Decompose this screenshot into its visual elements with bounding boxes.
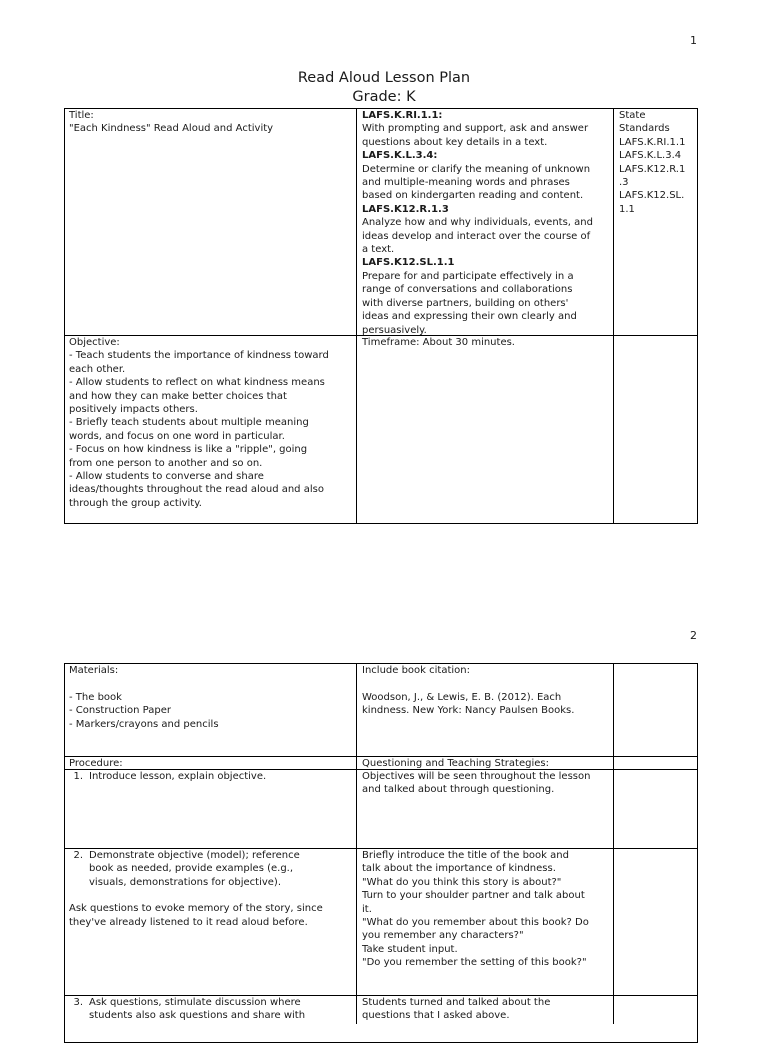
state-standard-line: Standards — [619, 123, 670, 135]
column-divider — [356, 108, 357, 524]
state-standard-line: 1.1 — [619, 203, 635, 215]
step-1-strategy-cell — [362, 770, 612, 797]
strategy-line: Objectives will be seen throughout the lesson — [362, 771, 591, 782]
objective-line: - Allow students to reflect on what kindness means — [69, 377, 325, 389]
strategies-label — [362, 757, 612, 770]
document-title: Read Aloud Lesson Plan — [297, 70, 471, 86]
objective-cell — [69, 336, 353, 510]
state-standards-cell — [619, 109, 695, 216]
objective-line: positively impacts others. — [69, 404, 198, 416]
procedure-step-line: visuals, demonstrations for objective). — [89, 876, 282, 888]
state-standard-line: State — [619, 110, 646, 121]
objective-line: through the group activity. — [69, 497, 202, 509]
title-cell — [69, 109, 353, 136]
procedure-step-line: 2. Demonstrate objective (model); reference — [73, 850, 300, 861]
standard-line: ideas and expressing their own clearly and — [362, 311, 577, 323]
strategy-line: Take student input. — [362, 943, 458, 955]
strategy-line: questions that I asked above. — [362, 1010, 510, 1022]
standard-line: LAFS.K12.R.1.3 — [362, 203, 449, 215]
standard-line: LAFS.K.L.3.4: — [362, 150, 438, 162]
citation-cell — [362, 664, 612, 718]
strategy-line: Students turned and talked about the — [362, 997, 551, 1008]
step-3-cell — [69, 996, 353, 1023]
strategy-line: Turn to your shoulder partner and talk about — [362, 890, 585, 902]
state-standard-line: .3 — [619, 177, 629, 189]
grade-heading: Grade: K — [352, 89, 416, 105]
title-line: Title: — [69, 110, 94, 121]
standard-line: based on kindergarten reading and content. — [362, 190, 584, 202]
strategy-line: "Do you remember the setting of this book?" — [362, 957, 587, 969]
objective-line: ideas/thoughts throughout the read aloud and also — [69, 484, 324, 496]
strategy-line: "What do you think this story is about?" — [362, 876, 562, 888]
standard-line: Prepare for and participate effectively in a — [362, 270, 574, 282]
strategy-line: "What do you remember about this book? Do — [362, 917, 589, 929]
page-number: 2 — [690, 629, 697, 642]
state-standard-line: LAFS.K.L.3.4 — [619, 150, 682, 162]
objective-line: - Allow students to converse and share — [69, 471, 264, 483]
timeframe-text: Timeframe: About 30 minutes. — [362, 337, 515, 348]
objective-line: - Briefly teach students about multiple meaning — [69, 417, 309, 429]
materials-line: - Markers/crayons and pencils — [69, 718, 219, 730]
standard-line: range of conversations and collaborations — [362, 284, 573, 296]
strategy-line: and talked about through questioning. — [362, 784, 555, 796]
step-2-cell — [69, 849, 353, 929]
standard-line: Determine or clarify the meaning of unknown — [362, 163, 591, 175]
step-2-strategy-cell — [362, 849, 612, 970]
procedure-step-line: book as needed, provide examples (e.g., — [89, 863, 294, 875]
standard-line: and multiple-meaning words and phrases — [362, 177, 570, 189]
column-divider — [613, 663, 614, 1024]
state-standard-line: LAFS.K12.SL. — [619, 190, 685, 202]
materials-line: - Construction Paper — [69, 705, 171, 717]
procedure-step-line: 1. Introduce lesson, explain objective. — [73, 771, 267, 782]
procedure-note-line: they've already listened to it read aloud before. — [69, 916, 308, 928]
materials-cell — [69, 664, 353, 731]
procedure-step-line: students also ask questions and share with — [89, 1010, 306, 1022]
procedure-label-text: Procedure: — [69, 758, 123, 769]
strategy-line: Briefly introduce the title of the book and — [362, 850, 569, 861]
standard-line: ideas develop and interact over the course of — [362, 230, 591, 242]
state-standard-line: LAFS.K12.R.1 — [619, 163, 686, 175]
citation-line: kindness. New York: Nancy Paulsen Books. — [362, 705, 575, 717]
citation-line: Include book citation: — [362, 665, 470, 676]
procedure-note-line: Ask questions to evoke memory of the story, since — [69, 903, 323, 915]
materials-line: - The book — [69, 691, 122, 703]
objective-line: each other. — [69, 363, 126, 375]
procedure-label — [69, 757, 353, 770]
column-divider — [613, 108, 614, 524]
step-3-strategy-cell — [362, 996, 612, 1023]
strategies-label-text: Questioning and Teaching Strategies: — [362, 758, 549, 769]
timeframe-cell — [362, 336, 612, 349]
standard-line: With prompting and support, ask and answer — [362, 123, 589, 135]
strategy-line: it. — [362, 903, 372, 915]
citation-line — [362, 677, 612, 690]
objective-line: - Focus on how kindness is like a "ripple", going — [69, 444, 308, 456]
objective-line: from one person to another and so on. — [69, 457, 263, 469]
state-standard-line: LAFS.K.RI.1.1 — [619, 136, 686, 148]
strategy-line: talk about the importance of kindness. — [362, 863, 556, 875]
standards-cell — [362, 109, 612, 337]
materials-line — [69, 677, 353, 690]
objective-line: words, and focus on one word in particular. — [69, 430, 285, 442]
strategy-line: you remember any characters?" — [362, 930, 524, 942]
procedure-step-line: 3. Ask questions, stimulate discussion where — [73, 997, 301, 1008]
standard-line: persuasively. — [362, 324, 427, 336]
standard-line: LAFS.K.RI.1.1: — [362, 110, 443, 121]
standard-line: a text. — [362, 244, 395, 256]
column-divider — [356, 663, 357, 1024]
standard-line: with diverse partners, building on others' — [362, 297, 569, 309]
objective-line: Objective: — [69, 337, 120, 348]
objective-line: - Teach students the importance of kindness toward — [69, 350, 329, 362]
title-line: "Each Kindness" Read Aloud and Activity — [69, 123, 274, 135]
materials-line: Materials: — [69, 665, 119, 676]
page-number: 1 — [690, 34, 697, 47]
step-1-cell — [69, 770, 353, 783]
standard-line: questions about key details in a text. — [362, 136, 548, 148]
objective-line: and how they can make better choices that — [69, 390, 287, 402]
standard-line: LAFS.K12.SL.1.1 — [362, 257, 455, 269]
citation-line: Woodson, J., & Lewis, E. B. (2012). Each — [362, 691, 562, 703]
standard-line: Analyze how and why individuals, events, and — [362, 217, 593, 229]
